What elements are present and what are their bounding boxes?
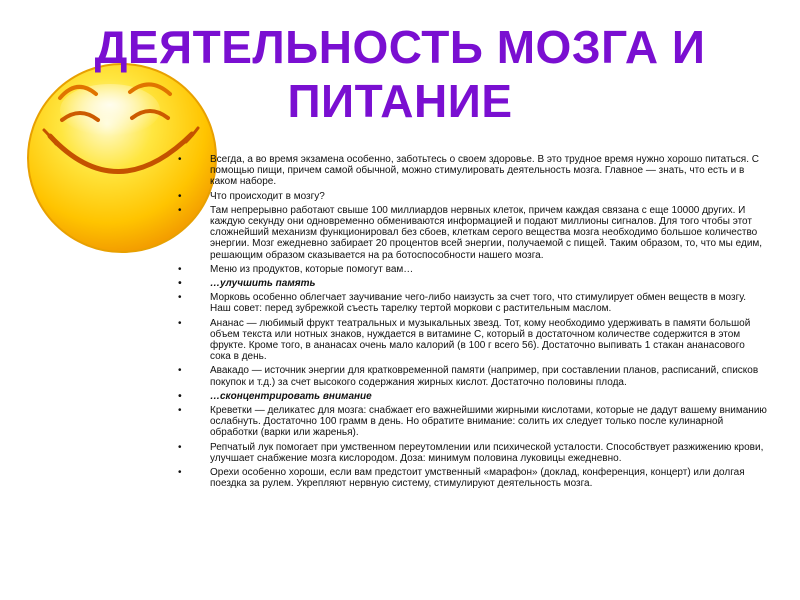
slide-title: ДЕЯТЕЛЬНОСТЬ МОЗГА И ПИТАНИЕ bbox=[94, 21, 706, 127]
bullet-item: • Меню из продуктов, которые помогут вам… bbox=[178, 264, 768, 275]
bullet-item: • Авакадо — источник энергии для кратковременной памяти (например, при составлении планов, расписаний, списков покупок и т.д.) за счет высокого содержания жирных кислот. Достаточно половины плода. bbox=[178, 365, 768, 387]
bullet-item: • Что происходит в мозгу? bbox=[178, 191, 768, 202]
bullet-list bbox=[178, 154, 768, 492]
bullet-item: • Креветки — деликатес для мозга: снабжает его важнейшими жирными кислотами, которые не дадут вашему вниманию ослабнуть. Достаточно 100 грамм в день. Но обратите внимание: солить их следует только после кулинарной обработки (варки или жаренья). bbox=[178, 405, 768, 439]
bullet-item: • Всегда, а во время экзамена особенно, заботьтесь о своем здоровье. В это трудное время нужно хорошо питаться. С помощью пищи, причем самой обычной, можно стимулировать деятельность мозга. Главное — знать, что есть и в каком наборе. bbox=[178, 154, 768, 188]
bullet-item: • Морковь особенно облегчает заучивание чего-либо наизусть за счет того, что стимулирует обмен веществ в мозгу. Наш совет: перед зубрежкой съесть тарелку тертой моркови с растительным маслом. bbox=[178, 292, 768, 314]
bullet-subheading: • …улучшить память bbox=[178, 278, 768, 289]
bullet-item: • Орехи особенно хороши, если вам предстоит умственный «марафон» (доклад, конференция, концерт) или долгая поездка за рулем. Укрепляют нервную систему, стимулируют деятельность мозга. bbox=[178, 467, 768, 489]
bullet-item: • Ананас — любимый фрукт театральных и музыкальных звезд. Тот, кому необходимо удерживать в памяти большой объем текста или нотных знаков, нуждается в витамине С, который в достаточном количестве содержится в этом фрукте. Кроме того, в ананасах очень мало калорий (в 100 г всего 56). Достаточно выпивать 1 стакан ананасового сока в день. bbox=[178, 318, 768, 363]
bullet-item: • Репчатый лук помогает при умственном переутомлении или психической усталости. Способствует разжижению крови, улучшает снабжение мозга кислородом. Доза: минимум половина луковицы ежедневно. bbox=[178, 442, 768, 464]
bullet-subheading: • …сконцентрировать внимание bbox=[178, 391, 768, 402]
bullet-item: • Там непрерывно работают свыше 100 миллиардов нервных клеток, причем каждая связана с еще 10000 других. И каждую секунду они одновременно обмениваются информацией и подают миллионы сигналов. Для того чтобы этот сложнейший механизм функционировал без сбоев, клеткам серого вещества мозга необходимо большое количество энергии. Мозг ежедневно забирает 20 процентов всей энергии, получаемой с пищей. Таким образом, то, что мы едим, решающим образом сказывается на ра ботоспособности нашего мозга. bbox=[178, 205, 768, 261]
